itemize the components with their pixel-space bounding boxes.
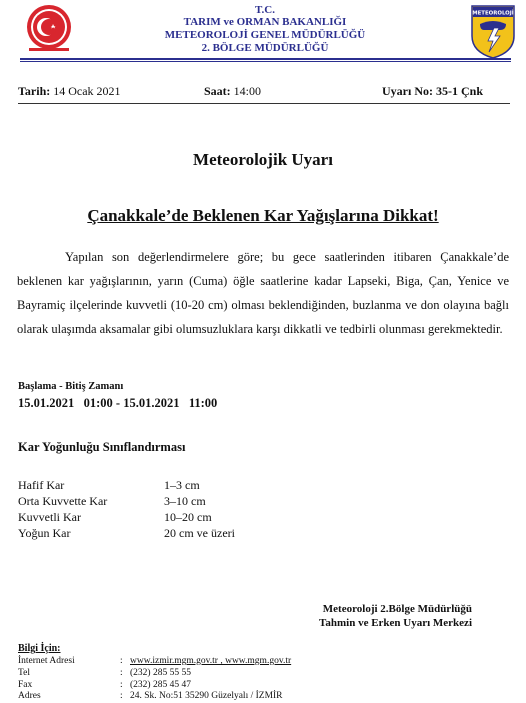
info-colon: : [120, 656, 123, 666]
info-colon: : [120, 680, 123, 690]
info-colon: : [120, 668, 123, 678]
time-value: 14:00 [233, 84, 262, 98]
class-value-heavy: 20 cm ve üzeri [164, 526, 235, 540]
info-address-value: 24. Sk. No:51 35290 Güzelyalı / İZMİR [130, 691, 283, 701]
info-tel-value: (232) 285 55 55 [130, 668, 191, 678]
warning-number: Uyarı No: 35-1 Çnk [382, 84, 483, 98]
date-value: 14 Ocak 2021 [53, 84, 121, 98]
period-value: 15.01.2021 01:00 - 15.01.2021 11:00 [18, 396, 218, 410]
info-key-tel: Tel [18, 668, 30, 678]
time-field [204, 84, 261, 99]
meta-divider [18, 103, 510, 104]
info-key-address: Adres [18, 691, 41, 701]
info-key-web: İnternet Adresi [18, 656, 75, 666]
header-divider-thin [20, 61, 511, 62]
warning-body [17, 245, 509, 341]
info-colon: : [120, 691, 123, 701]
meteoroloji-logo-text: METEOROLOJİ [472, 10, 514, 17]
class-value-moderate: 3–10 cm [164, 494, 206, 508]
signature-line-2: Tahmin ve Erken Uyarı Merkezi [319, 617, 472, 629]
info-website-link[interactable]: www.izmir.mgm.gov.tr , www.mgm.gov.tr [130, 656, 292, 666]
document-subtitle: Çanakkale’de Beklenen Kar Yağışlarına Dikkat! [87, 206, 439, 225]
warning-body-text: Yapılan son değerlendirmelere göre; bu gece saatlerinden itibaren Çanakkale’de beklenen kar yağışlarının, yarın (Cuma) öğle saatlerine kadar Lapseki, Biga, Çan, Yenice ve Bayramiç ilçelerinde kuvvetli (10-20 cm) olması beklendiğinden, buzlanma ve don olayına bağlı olarak ulaşımda aksamalar gibi olumsuzluklara karşı dikkatli ve tedbirli olunması gerekmektedir. [17, 250, 509, 336]
info-key-fax: Fax [18, 680, 33, 690]
class-value-light: 1–3 cm [164, 478, 200, 492]
ministry-emblem-logo [26, 4, 72, 52]
info-fax-value: (232) 285 45 47 [130, 680, 191, 690]
signature-line-1: Meteoroloji 2.Bölge Müdürlüğü [322, 603, 472, 615]
header-line-ministry: TARIM ve ORMAN BAKANLIĞI [183, 16, 347, 28]
document-title: Meteorolojik Uyarı [193, 150, 333, 169]
meteoroloji-shield-logo [470, 4, 516, 60]
date-label: Tarih: [18, 84, 51, 98]
class-name-strong: Kuvvetli Kar [18, 510, 81, 524]
class-value-strong: 10–20 cm [164, 510, 212, 524]
header-divider [20, 58, 511, 60]
info-title: Bilgi İçin: [18, 643, 61, 654]
header-line-tc: T.C. [255, 4, 275, 16]
date-field [18, 84, 121, 99]
period-label: Başlama - Bitiş Zamanı [18, 381, 124, 392]
header-line-directorate: METEOROLOJİ GENEL MÜDÜRLÜĞÜ [164, 29, 366, 41]
class-name-heavy: Yoğun Kar [18, 526, 71, 540]
class-name-light: Hafif Kar [18, 478, 65, 492]
header-line-region: 2. BÖLGE MÜDÜRLÜĞÜ [201, 42, 329, 54]
time-label: Saat: [204, 84, 231, 98]
class-name-moderate: Orta Kuvvette Kar [18, 494, 108, 508]
classification-title: Kar Yoğunluğu Sınıflandırması [18, 440, 186, 454]
